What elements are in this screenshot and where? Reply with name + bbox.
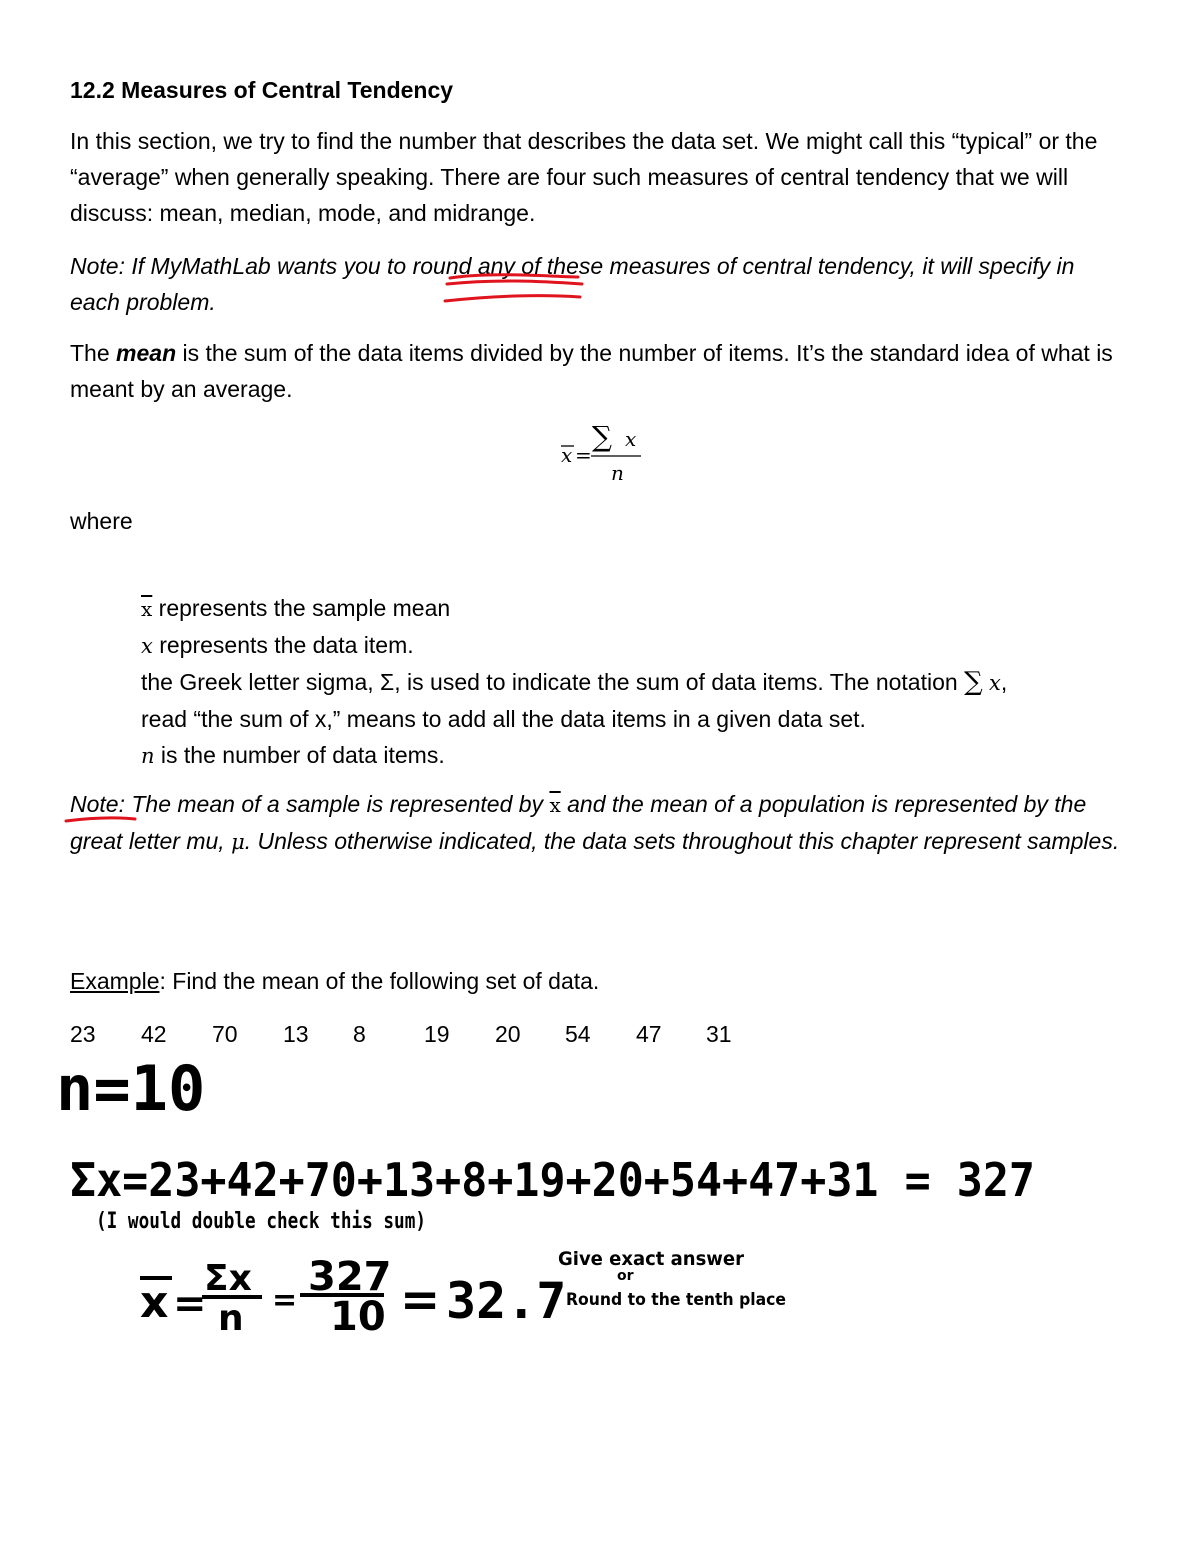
- rounding-note: [70, 248, 1130, 320]
- def-sigma-pre: the Greek letter sigma,: [141, 669, 381, 695]
- mean-formula: [555, 418, 655, 488]
- hand-frac2-num: 327: [308, 1254, 392, 1300]
- population-note-label: Note:: [70, 791, 125, 817]
- hand-n-equals-10: n=10: [56, 1052, 206, 1125]
- population-note-xbar: $\overline{x}$: [549, 793, 561, 817]
- definitions-list: [141, 590, 1141, 774]
- def-data-item: [141, 627, 1141, 664]
- mean-term: mean: [116, 340, 177, 366]
- data-value: 31: [706, 1021, 732, 1047]
- def-n-symbol: n: [141, 744, 155, 768]
- data-value: 54: [565, 1021, 591, 1047]
- def-sigma-mid: , is used to indicate the sum of data items. The notation: [394, 669, 965, 695]
- hand-side-note-1: Give exact answer: [558, 1248, 745, 1270]
- dataset-row: [0, 1016, 800, 1052]
- population-note-mu: μ: [231, 830, 245, 854]
- formula-den: n: [611, 461, 624, 485]
- def-sigma-end: ,: [1000, 669, 1008, 695]
- def-x-symbol: x: [141, 634, 153, 658]
- def-sigma-symbol: Σ: [380, 669, 395, 695]
- hand-check-note: (I would double check this sum): [96, 1209, 426, 1234]
- rounding-note-underlined: round any: [412, 253, 515, 279]
- hand-frac2-den: 10: [330, 1294, 386, 1340]
- formula-num-var: x: [625, 427, 637, 451]
- hand-xbar: x: [140, 1277, 169, 1328]
- data-value: 23: [70, 1021, 96, 1047]
- def-xbar-symbol: $\overline{x}$: [141, 597, 153, 621]
- def-sum-reading: read “the sum of x,” means to add all the data items in a given data set.: [141, 706, 866, 732]
- def-data-item-text: represents the data item.: [152, 632, 414, 658]
- where-label: where: [70, 508, 133, 534]
- data-value: 70: [212, 1021, 238, 1047]
- data-value: 42: [141, 1021, 167, 1047]
- formula-sigma: ∑: [592, 420, 612, 453]
- hand-eq2: =: [272, 1283, 298, 1318]
- data-value: 20: [495, 1021, 521, 1047]
- population-note-t3: . Unless otherwise indicated, the data sets throughout this chapter represent samples.: [244, 828, 1120, 854]
- example-prompt: [70, 963, 1130, 999]
- rounding-note-after: of these measures of central tendency, it will specify in each problem.: [70, 253, 1075, 315]
- data-value: 19: [424, 1021, 450, 1047]
- intro-paragraph: In this section, we try to find the number that describes the data set. We might call this “typical” or the “average” when generally speaking. There are four such measures of central tendency that we will discuss: mean, median, mode, and midrange.: [70, 128, 1098, 226]
- formula-eq: =: [575, 443, 592, 467]
- def-sum-symbol: ∑: [964, 667, 983, 697]
- data-value: 8: [353, 1021, 366, 1047]
- data-value: 47: [636, 1021, 662, 1047]
- data-value: 13: [283, 1021, 309, 1047]
- hand-eq1: =: [173, 1281, 207, 1327]
- def-sample-mean-text: represents the sample mean: [152, 595, 451, 621]
- rounding-note-before: Note: If MyMathLab wants you to: [70, 253, 413, 279]
- population-note: [70, 786, 1130, 860]
- hand-result: 32.7: [446, 1272, 567, 1330]
- def-sample-mean: [141, 590, 1141, 627]
- mean-para-post: is the sum of the data items divided by the number of items. It’s the standard idea of what is meant by an average.: [70, 340, 1113, 402]
- hand-eq3: =: [400, 1272, 441, 1328]
- def-sum-x: x: [989, 671, 1001, 695]
- def-n: [141, 737, 1141, 774]
- def-n-text: is the number of data items.: [154, 742, 445, 768]
- hand-sum-line: Σx=23+42+70+13+8+19+20+54+47+31 = 327: [70, 1153, 1035, 1207]
- population-note-t2: and the mean of a population is represented by the great letter mu,: [70, 791, 1087, 854]
- hand-side-note-2: or: [617, 1268, 634, 1284]
- example-label: Example: [70, 968, 160, 994]
- mean-definition-paragraph: [70, 335, 1130, 407]
- def-sigma: [141, 664, 1141, 701]
- section-title: 12.2 Measures of Central Tendency: [70, 77, 454, 103]
- example-text: : Find the mean of the following set of data.: [159, 968, 600, 994]
- hand-frac1-num: Σx: [204, 1258, 252, 1299]
- hand-frac1-den: n: [218, 1298, 244, 1339]
- hand-side-note-3: Round to the tenth place: [566, 1290, 786, 1310]
- formula-lhs: x: [561, 443, 573, 467]
- mean-para-pre: The: [70, 340, 117, 366]
- population-note-t1: The mean of a sample is represented by: [124, 791, 550, 817]
